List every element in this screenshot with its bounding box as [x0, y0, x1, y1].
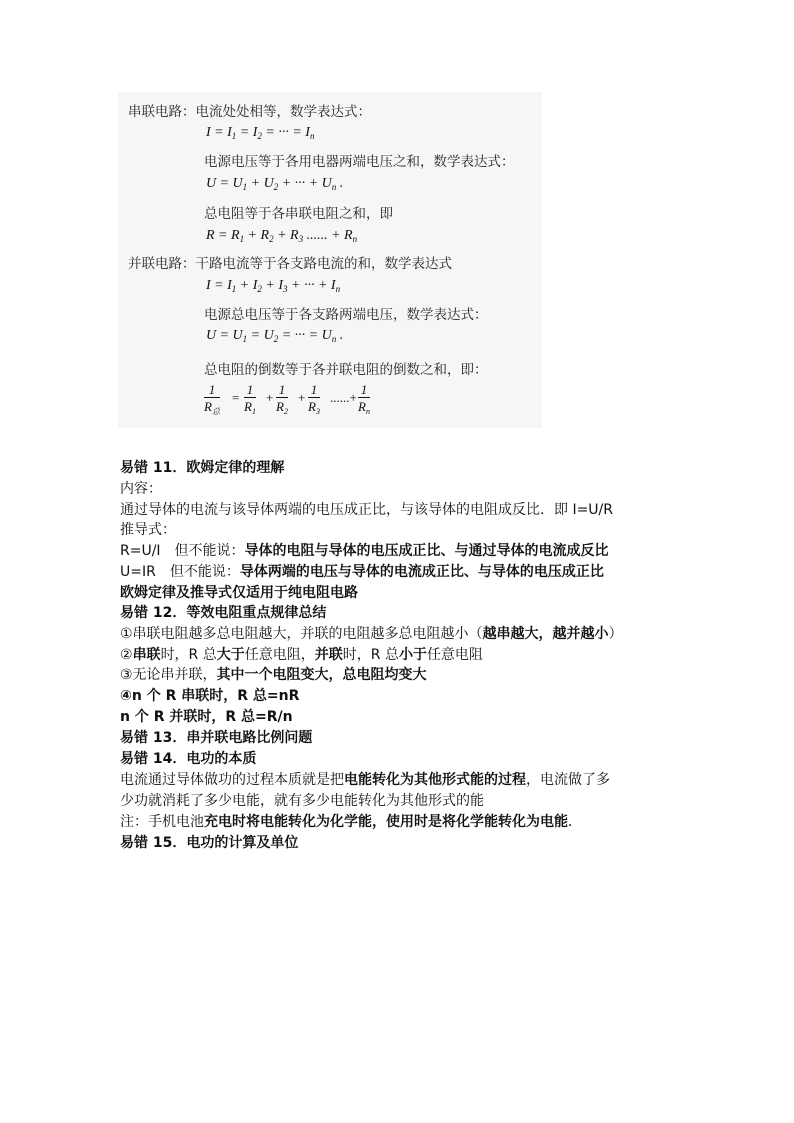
section-12-title: 易错 12．等效电阻重点规律总结	[120, 605, 327, 621]
parallel-voltage-line: 电源总电压等于各支路两端电压，数学表达式：	[204, 307, 488, 323]
fraction-total: 1 $R_总$	[204, 382, 220, 416]
section-12-line-4: ④n 个 R 串联时，R 总=nR	[120, 688, 300, 704]
section-12-line-1: ①串联电阻越多总电阻越大，并联的电阻越多总电阻越小（越串越大，越并越小）	[120, 626, 623, 642]
section-12-line-2: ②串联时，R 总大于任意电阻，并联时，R 总小于任意电阻	[120, 647, 483, 663]
parallel-current-formula: $I = I_1 + I_2 + I_3$ + ··· + $I_n$	[206, 278, 341, 294]
section-11-line-4: R=U/I 但不能说：导体的电阻与导体的电压成正比、与通过导体的电流成反比	[120, 543, 609, 559]
section-12-line-3: ③无论串并联，其中一个电阻变大，总电阻均变大	[120, 667, 427, 683]
fraction-r3: $\frac{1}{R_3}$	[308, 382, 320, 416]
fraction-rn: $\frac{1}{R_n}$	[358, 382, 370, 416]
formula-figure: 串联电路：电流处处相等，数学表达式： $I = I_1 = I_2$ = ··· = $I_n$ 电源电压等于各用电器两端电压之和，数学表达式： $U = U_1 + U_2$ + ··· + $U_n$ . 总电阻等于各串联电阻之和，即 $R = R_1 + R_2 + R_3$ ...... + $R_n$ 并联电路：干路电流等于各支路电流的和，数学表达式 $I = I_1 + I_2 + I_3$ + ··· + $I_n$ 电源总电压等于各支路两端电压，数学表达式： $U = U_1 = U_2$ = ··· = $U_n$ . 总电阻的倒数等于各并联电阻的倒数之和，即： 1 $R_总$ = $\frac{1}{R_1}$ + $\frac{1}{R_2}$ + $\frac{1}{R_3}$ ......+ $\frac{1}{R_n}$	[118, 92, 542, 428]
parallel-resistance-line: 总电阻的倒数等于各并联电阻的倒数之和，即：	[204, 362, 488, 378]
section-11-line-5: U=IR 但不能说：导体两端的电压与导体的电流成正比、与导体的电压成正比	[120, 564, 604, 580]
series-resistance-line: 总电阻等于各串联电阻之和，即	[204, 206, 393, 222]
series-voltage-line: 电源电压等于各用电器两端电压之和，数学表达式：	[204, 154, 515, 170]
section-14-title: 易错 14．电功的本质	[120, 751, 257, 767]
section-14-line-1: 电流通过导体做功的过程本质就是把电能转化为其他形式能的过程，电流做了多	[120, 772, 610, 788]
series-circuit-line: 串联电路：电流处处相等，数学表达式：	[128, 104, 371, 120]
section-11-line-2: 通过导体的电流与该导体两端的电压成正比，与该导体的电阻成反比．即 I=U/R	[120, 502, 613, 518]
section-14-note: 注：手机电池充电时将电能转化为化学能，使用时是将化学能转化为电能．	[120, 814, 582, 830]
section-11-title: 易错 11．欧姆定律的理解	[120, 460, 285, 476]
section-11-line-3: 推导式：	[120, 522, 176, 538]
parallel-circuit-line: 并联电路：干路电流等于各支路电流的和，数学表达式	[128, 256, 452, 272]
section-13-title: 易错 13．串并联电路比例问题	[120, 730, 313, 746]
fraction-r1: $\frac{1}{R_1}$	[244, 382, 256, 416]
parallel-voltage-formula: $U = U_1 = U_2$ = ··· = $U_n$ .	[206, 328, 344, 344]
series-current-formula: $I = I_1 = I_2$ = ··· = $I_n$	[206, 125, 315, 141]
section-12-line-5: n 个 R 并联时，R 总=R/n	[120, 709, 293, 725]
section-11-line-1: 内容：	[120, 481, 162, 497]
section-11-line-6: 欧姆定律及推导式仅适用于纯电阻电路	[120, 585, 358, 601]
fraction-r2: $\frac{1}{R_2}$	[276, 382, 288, 416]
section-14-line-2: 少功就消耗了多少电能，就有多少电能转化为其他形式的能	[120, 793, 484, 809]
series-voltage-formula: $U = U_1 + U_2$ + ··· + $U_n$ .	[206, 176, 344, 192]
section-15-title: 易错 15．电功的计算及单位	[120, 835, 299, 851]
series-resistance-formula: $R = R_1 + R_2 + R_3$ ...... + $R_n$	[206, 228, 358, 244]
